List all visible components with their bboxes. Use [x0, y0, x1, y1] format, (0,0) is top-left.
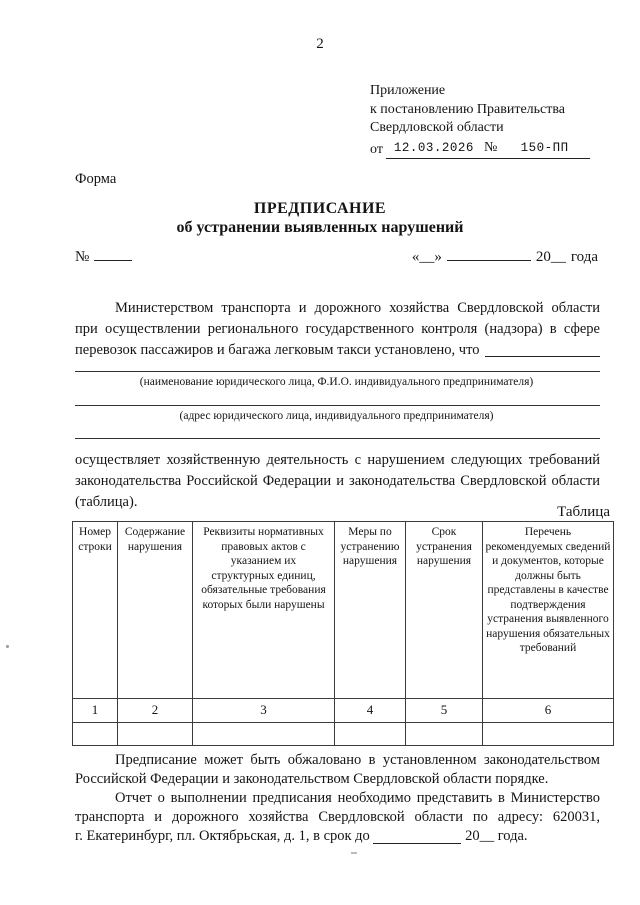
paragraph-report-line-3-text: г. Екатеринбург, пл. Октябрьская, д. 1, в срок до — [75, 828, 370, 844]
field-rule-address — [75, 405, 600, 406]
doc-number-blank — [94, 260, 132, 261]
paragraph-appeal-line-1: Предписание может быть обжаловано в установленном законодательством — [115, 752, 600, 768]
paragraph-intro-line-3 — [75, 340, 600, 361]
annex-number-value: 150-ПП — [520, 140, 569, 155]
document-subtitle: об устранении выявленных нарушений — [176, 219, 464, 236]
annex-line-3: Свердловской области — [370, 120, 504, 135]
table-empty-cell-5 — [406, 723, 483, 746]
violations-table — [72, 521, 614, 746]
table-column-number-4: 4 — [335, 699, 406, 723]
form-label: Форма — [75, 171, 117, 187]
scan-speck-bottom — [351, 852, 357, 854]
field-caption-name: (наименование юридического лица, Ф.И.О. индивидуального предпринимателя) — [139, 376, 534, 388]
document-title-block — [0, 199, 640, 237]
annex-date-line — [370, 139, 590, 160]
table-header-deadline: Срок устранения нарушения — [406, 522, 483, 699]
field-rule-name — [75, 371, 600, 372]
annex-underline — [386, 139, 590, 160]
paragraph-report-line-2: транспорта и дорожного хозяйства Свердловской области по адресу: 620031, — [75, 809, 600, 825]
table-header-measures: Меры по устранению нарушения — [335, 522, 406, 699]
report-year-placeholder: 20__ — [465, 828, 495, 844]
annex-block — [370, 82, 590, 159]
doc-number-label: № — [75, 249, 90, 265]
deadline-blank — [373, 843, 461, 844]
year-placeholder: 20__ — [535, 249, 566, 265]
year-suffix: года — [570, 249, 598, 265]
paragraph-intro-line-3-text: перевозок пассажиров и багажа легковым такси установлено, что — [75, 342, 480, 358]
paragraph-report-line-1: Отчет о выполнении предписания необходимо представить в Министерство — [115, 790, 600, 806]
paragraph-activity-line-1: осуществляет хозяйственную деятельность с нарушением следующих требований — [75, 452, 600, 468]
table-header-documents-list: Перечень рекомендуемых сведений и документов, которые должны быть представлены в качестве подтверждения устранения выявленного нарушения обязательных требований — [483, 522, 614, 699]
annex-line-1: Приложение — [370, 83, 446, 98]
table-empty-cell-4 — [335, 723, 406, 746]
table-column-number-3: 3 — [193, 699, 335, 723]
number-date-row — [75, 249, 598, 266]
table-header-legal-acts: Реквизиты нормативных правовых актов с указанием их структурных единиц, обязательные требования которых были нарушены — [193, 522, 335, 699]
table-label: Таблица — [557, 504, 610, 520]
doc-date-group — [412, 249, 598, 266]
paragraph-appeal — [75, 751, 600, 789]
table-column-number-2: 2 — [118, 699, 193, 723]
paragraph-appeal-line-2: Российской Федерации и законодательством Свердловской области порядке. — [75, 771, 549, 787]
paragraph-report — [75, 789, 600, 846]
established-fill-blank — [485, 356, 600, 357]
table-header-row-number: Номер строки — [73, 522, 118, 699]
table-column-number-6: 6 — [483, 699, 614, 723]
table-empty-row — [73, 723, 614, 746]
table-empty-cell-1 — [73, 723, 118, 746]
doc-number-group — [75, 249, 132, 266]
scan-speck-left — [6, 645, 9, 648]
table-empty-cell-6 — [483, 723, 614, 746]
table-header-row — [73, 522, 614, 699]
annex-number-sign: № — [483, 139, 498, 155]
annex-from-label: от — [370, 141, 383, 157]
date-quote: «__» — [411, 249, 442, 265]
table-column-number-1: 1 — [73, 699, 118, 723]
report-year-suffix: года. — [497, 828, 528, 844]
paragraph-intro — [75, 298, 600, 361]
field-caption-address: (адрес юридического лица, индивидуального предпринимателя) — [179, 410, 494, 422]
date-blank — [447, 260, 531, 261]
paragraph-intro-line-1: Министерством транспорта и дорожного хозяйства Свердловской области — [115, 300, 600, 316]
paragraph-activity-line-3: (таблица). — [75, 494, 138, 510]
table-column-numbers-row — [73, 699, 614, 723]
table-empty-cell-2 — [118, 723, 193, 746]
annex-date-value: 12.03.2026 — [393, 140, 474, 155]
paragraph-activity-line-2: законодательства Российской Федерации и законодательства Свердловской области — [75, 473, 600, 489]
annex-line-2: к постановлению Правительства — [370, 101, 566, 117]
page-number: 2 — [316, 36, 324, 52]
table-column-number-5: 5 — [406, 699, 483, 723]
table-empty-cell-3 — [193, 723, 335, 746]
paragraph-intro-line-2: при осуществлении регионального государственного контроля (надзора) в сфере — [75, 321, 600, 337]
report-deadline-line — [75, 827, 600, 846]
field-rule-extra — [75, 438, 600, 439]
document-title: ПРЕДПИСАНИЕ — [253, 200, 387, 217]
table-header-violation-content: Содержание нарушения — [118, 522, 193, 699]
